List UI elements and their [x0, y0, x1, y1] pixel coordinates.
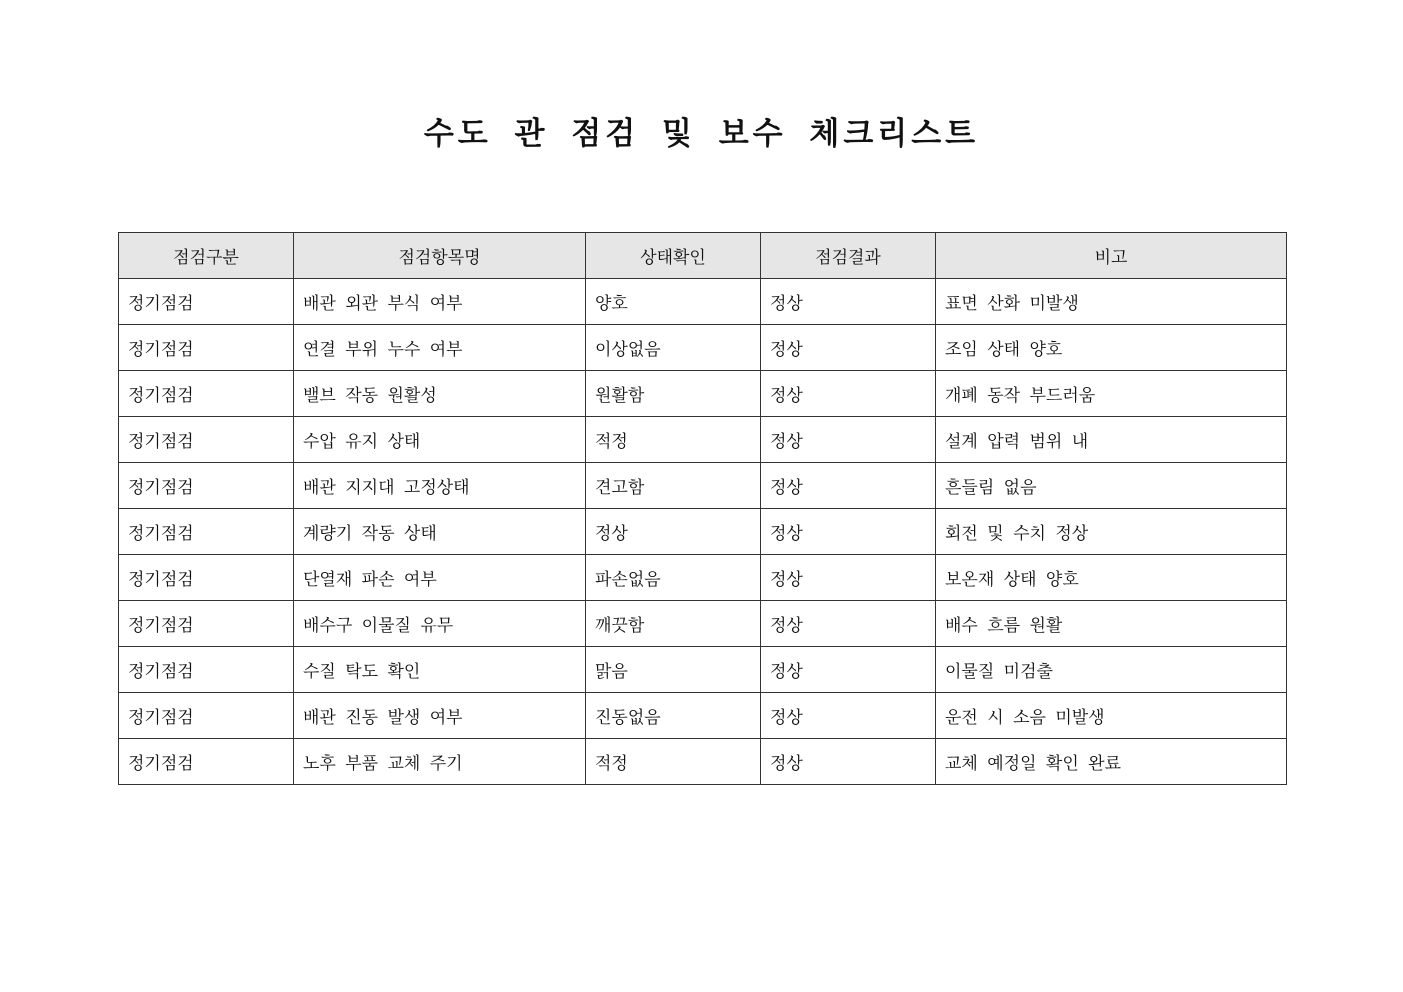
cell-status: 적정 [586, 739, 761, 785]
cell-result: 정상 [761, 463, 936, 509]
table-row [119, 509, 1287, 555]
cell-category: 정기점검 [119, 509, 294, 555]
cell-item: 배관 진동 발생 여부 [294, 693, 586, 739]
table-row [119, 417, 1287, 463]
cell-remarks: 교체 예정일 확인 완료 [936, 739, 1287, 785]
cell-result: 정상 [761, 371, 936, 417]
cell-result: 정상 [761, 693, 936, 739]
cell-result: 정상 [761, 325, 936, 371]
cell-item: 계량기 작동 상태 [294, 509, 586, 555]
page-title: 수도 관 점검 및 보수 체크리스트 [423, 116, 980, 152]
cell-remarks: 운전 시 소음 미발생 [936, 693, 1287, 739]
table-row [119, 279, 1287, 325]
cell-status: 맑음 [586, 647, 761, 693]
cell-item: 밸브 작동 원활성 [294, 371, 586, 417]
column-header-item: 점검항목명 [294, 233, 586, 279]
cell-category: 정기점검 [119, 693, 294, 739]
cell-category: 정기점검 [119, 601, 294, 647]
table-row [119, 693, 1287, 739]
column-header-status: 상태확인 [586, 233, 761, 279]
cell-remarks: 설계 압력 범위 내 [936, 417, 1287, 463]
cell-result: 정상 [761, 279, 936, 325]
cell-remarks: 표면 산화 미발생 [936, 279, 1287, 325]
table-row [119, 739, 1287, 785]
cell-status: 원활함 [586, 371, 761, 417]
table-row [119, 463, 1287, 509]
cell-status: 견고함 [586, 463, 761, 509]
cell-category: 정기점검 [119, 555, 294, 601]
cell-item: 배수구 이물질 유무 [294, 601, 586, 647]
cell-status: 적정 [586, 417, 761, 463]
table-row [119, 555, 1287, 601]
cell-item: 수질 탁도 확인 [294, 647, 586, 693]
cell-result: 정상 [761, 417, 936, 463]
cell-category: 정기점검 [119, 371, 294, 417]
cell-remarks: 개폐 동작 부드러움 [936, 371, 1287, 417]
cell-status: 깨끗함 [586, 601, 761, 647]
cell-category: 정기점검 [119, 739, 294, 785]
table-row [119, 601, 1287, 647]
cell-result: 정상 [761, 601, 936, 647]
checklist-table [118, 232, 1287, 785]
cell-result: 정상 [761, 509, 936, 555]
cell-result: 정상 [761, 739, 936, 785]
table-row [119, 371, 1287, 417]
cell-category: 정기점검 [119, 279, 294, 325]
cell-status: 양호 [586, 279, 761, 325]
cell-item: 단열재 파손 여부 [294, 555, 586, 601]
cell-remarks: 흔들림 없음 [936, 463, 1287, 509]
cell-status: 진동없음 [586, 693, 761, 739]
cell-remarks: 회전 및 수치 정상 [936, 509, 1287, 555]
cell-category: 정기점검 [119, 417, 294, 463]
cell-status: 정상 [586, 509, 761, 555]
cell-item: 노후 부품 교체 주기 [294, 739, 586, 785]
cell-status: 이상없음 [586, 325, 761, 371]
cell-remarks: 이물질 미검출 [936, 647, 1287, 693]
cell-remarks: 보온재 상태 양호 [936, 555, 1287, 601]
table-row [119, 325, 1287, 371]
cell-remarks: 조임 상태 양호 [936, 325, 1287, 371]
table-row [119, 647, 1287, 693]
column-header-category: 점검구분 [119, 233, 294, 279]
column-header-result: 점검결과 [761, 233, 936, 279]
cell-item: 수압 유지 상태 [294, 417, 586, 463]
cell-item: 연결 부위 누수 여부 [294, 325, 586, 371]
table-header-row [119, 233, 1287, 279]
cell-category: 정기점검 [119, 325, 294, 371]
cell-status: 파손없음 [586, 555, 761, 601]
cell-category: 정기점검 [119, 647, 294, 693]
cell-item: 배관 외관 부식 여부 [294, 279, 586, 325]
cell-item: 배관 지지대 고정상태 [294, 463, 586, 509]
cell-remarks: 배수 흐름 원활 [936, 601, 1287, 647]
cell-category: 정기점검 [119, 463, 294, 509]
cell-result: 정상 [761, 647, 936, 693]
cell-result: 정상 [761, 555, 936, 601]
column-header-remarks: 비고 [936, 233, 1287, 279]
